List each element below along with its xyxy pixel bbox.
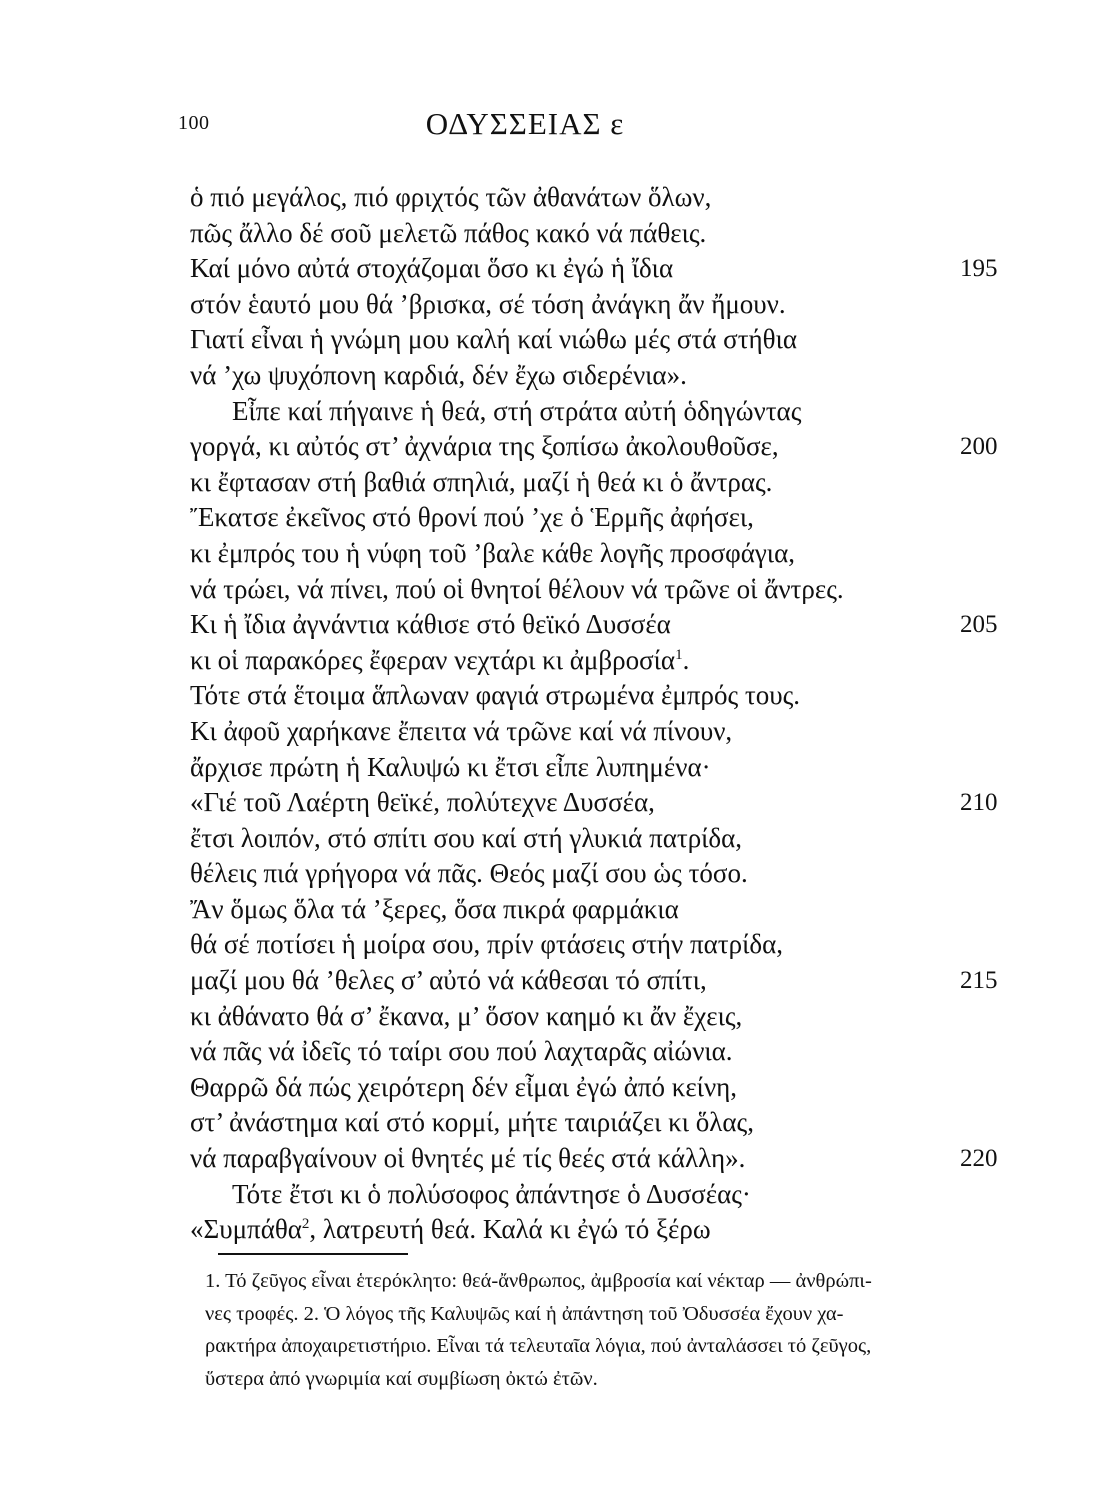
footnote-rule <box>218 1253 408 1255</box>
line-number: 210 <box>960 789 998 817</box>
line-number: 215 <box>960 967 998 995</box>
verse-text: Θαρρῶ δά πώς χειρότερη δέν εἶμαι ἐγώ ἀπό κείνη, <box>190 1071 738 1102</box>
verse-text: στόν ἑαυτό μου θά ’βρισκα, σέ τόση ἀνάγκη ἄν ἤμουν. <box>190 288 786 319</box>
verse-line <box>190 287 950 323</box>
verse-line <box>190 714 950 750</box>
verse-text: θέλεις πιά γρήγορα νά πᾶς. Θεός μαζί σου ὡς τόσο. <box>190 858 748 889</box>
footnote-line: 1. Τό ζεῦγος εἶναι ἑτερόκλητο: θεά-ἄνθρωπος, ἀμβροσία καί νέκταρ — ἀνθρώπι- <box>205 1270 872 1292</box>
verse-line <box>190 1034 950 1070</box>
line-number: 195 <box>960 255 998 283</box>
verse-text: «Γιέ τοῦ Λαέρτη θεϊκέ, πολύτεχνε Δυσσέα, <box>190 787 655 818</box>
verse-line <box>190 785 998 821</box>
verse-line <box>190 536 950 572</box>
verse-text: Κι ἡ ἴδια ἀγνάντια κάθισε στό θεϊκό Δυσσέα <box>190 609 671 640</box>
verse-line <box>190 856 950 892</box>
verse-text: κι οἱ παρακόρες ἔφεραν νεχτάρι κι ἀμβροσία <box>190 644 676 675</box>
verse-text: Καί μόνο αὐτά στοχάζομαι ὅσο κι ἐγώ ἡ ἴδια <box>190 253 674 284</box>
footnote-marker: 1 <box>675 646 683 663</box>
verse-line <box>190 500 950 536</box>
verse-line <box>190 1070 950 1106</box>
running-head: ΟΔΥΣΣΕΙΑΣ ε <box>425 106 625 141</box>
verse-line <box>190 1105 950 1141</box>
line-number: 220 <box>960 1145 998 1173</box>
verse-text: μαζί μου θά ’θελες σ’ αὐτό νά κάθεσαι τό σπίτι, <box>190 965 707 996</box>
verse-text: ὁ πιό μεγάλος, πιό φριχτός τῶν ἀθανάτων ὅλων, <box>190 182 712 212</box>
verse-line <box>190 394 950 430</box>
verse-text: Ἔκατσε ἐκεῖνος στό θρονί πού ’χε ὁ Ἑρμῆς ἀφήσει, <box>190 502 754 533</box>
line-number: 205 <box>960 611 998 639</box>
verse-line <box>190 465 950 501</box>
verse-text: νά ’χω ψυχόπονη καρδιά, δέν ἔχω σιδερένια». <box>190 359 687 390</box>
verse-text: Τότε στά ἕτοιμα ἅπλωναν φαγιά στρωμένα ἐμπρός τους. <box>190 680 801 711</box>
footnote-line: ρακτήρα ἀποχαιρετιστήριο. Εἶναι τά τελευταῖα λόγια, πού ἀνταλάσσει τό ζεῦγος, <box>205 1335 872 1357</box>
footnote-marker: 2 <box>301 1216 310 1233</box>
verse-text: νά παραβγαίνουν οἱ θνητές μέ τίς θεές στά κάλλη». <box>190 1143 746 1174</box>
verse-text: ἄρχισε πρώτη ἡ Καλυψώ κι ἔτσι εἶπε λυπημένα· <box>190 751 711 782</box>
footnote-line: νες τροφές. 2. Ὁ λόγος τῆς Καλυψῶς καί ἡ ἀπάντηση τοῦ Ὀδυσσέα ἔχουν χα- <box>205 1302 844 1325</box>
verse-line <box>190 999 950 1035</box>
verse-line <box>190 963 998 999</box>
verse-line <box>190 1177 950 1213</box>
verse-line <box>190 892 950 928</box>
footnotes <box>205 1265 945 1395</box>
verse-line <box>190 251 998 287</box>
verse-text: Ἄν ὅμως ὅλα τά ’ξερες, ὅσα πικρά φαρμάκια <box>190 893 679 924</box>
verse-text: νά τρώει, νά πίνει, πού οἱ θνητοί θέλουν νά τρῶνε οἱ ἄντρες. <box>190 573 844 604</box>
verse-text: γοργά, κι αὐτός στ’ ἀχνάρια της ξοπίσω ἀκολουθοῦσε, <box>190 431 779 462</box>
verse-text: στ’ ἀνάστημα καί στό κορμί, μήτε ταιριάζει κι ὅλας, <box>190 1107 754 1138</box>
line-number: 200 <box>960 433 998 461</box>
verse-text: κι ἔφτασαν στή βαθιά σπηλιά, μαζί ἡ θεά κι ὁ ἄντρας. <box>190 466 773 497</box>
verse-text: «Συμπάθα <box>190 1214 302 1245</box>
footnote-line: ὕστερα ἀπό γνωριμία καί συμβίωση ὀκτώ ἐτῶν. <box>205 1367 598 1390</box>
verse-text-continued: , λατρευτή θεά. Καλά κι ἐγώ τό ξέρω <box>309 1214 711 1245</box>
verse-text: κι ἀθάνατο θά σ’ ἔκανα, μ’ ὅσον καημό κι ἄν ἔχεις, <box>190 1000 743 1031</box>
verse-text-continued: . <box>682 644 690 675</box>
verse-text: πῶς ἄλλο δέ σοῦ μελετῶ πάθος κακό νά πάθεις. <box>190 217 707 248</box>
verse-line <box>190 572 950 608</box>
verse-line <box>190 1141 998 1177</box>
verse-line <box>190 322 950 358</box>
verse-line <box>190 607 998 643</box>
verse-line <box>190 643 950 679</box>
verse-text: θά σέ ποτίσει ἡ μοίρα σου, πρίν φτάσεις στήν πατρίδα, <box>190 929 783 960</box>
verse-line <box>190 678 950 714</box>
verse-line <box>190 216 950 252</box>
verse-text: Γιατί εἶναι ἡ γνώμη μου καλή καί νιώθω μές στά στήθια <box>190 324 798 355</box>
verse-text: κι ἐμπρός του ἡ νύφη τοῦ ’βαλε κάθε λογῆς προσφάγια, <box>190 537 795 568</box>
verse-line <box>190 1212 950 1248</box>
verse-line <box>190 429 998 465</box>
verse-text: Εἶπε καί πήγαινε ἡ θεά, στή στράτα αὐτή ὁδηγώντας <box>232 395 802 426</box>
verse-text: ἔτσι λοιπόν, στό σπίτι σου καί στή γλυκιά πατρίδα, <box>190 822 743 853</box>
verse-block <box>190 180 998 1248</box>
verse-line <box>190 180 950 216</box>
verse-line <box>190 750 950 786</box>
verse-text: Κι ἀφοῦ χαρήκανε ἔπειτα νά τρῶνε καί νά πίνουν, <box>190 715 733 746</box>
verse-line <box>190 821 950 857</box>
verse-line <box>190 927 950 963</box>
verse-text: νά πᾶς νά ἰδεῖς τό ταίρι σου πού λαχταρᾶς αἰώνια. <box>190 1036 733 1067</box>
page-number: 100 <box>178 112 210 134</box>
verse-text: Τότε ἔτσι κι ὁ πολύσοφος ἀπάντησε ὁ Δυσσέας· <box>232 1178 751 1209</box>
verse-line <box>190 358 950 394</box>
